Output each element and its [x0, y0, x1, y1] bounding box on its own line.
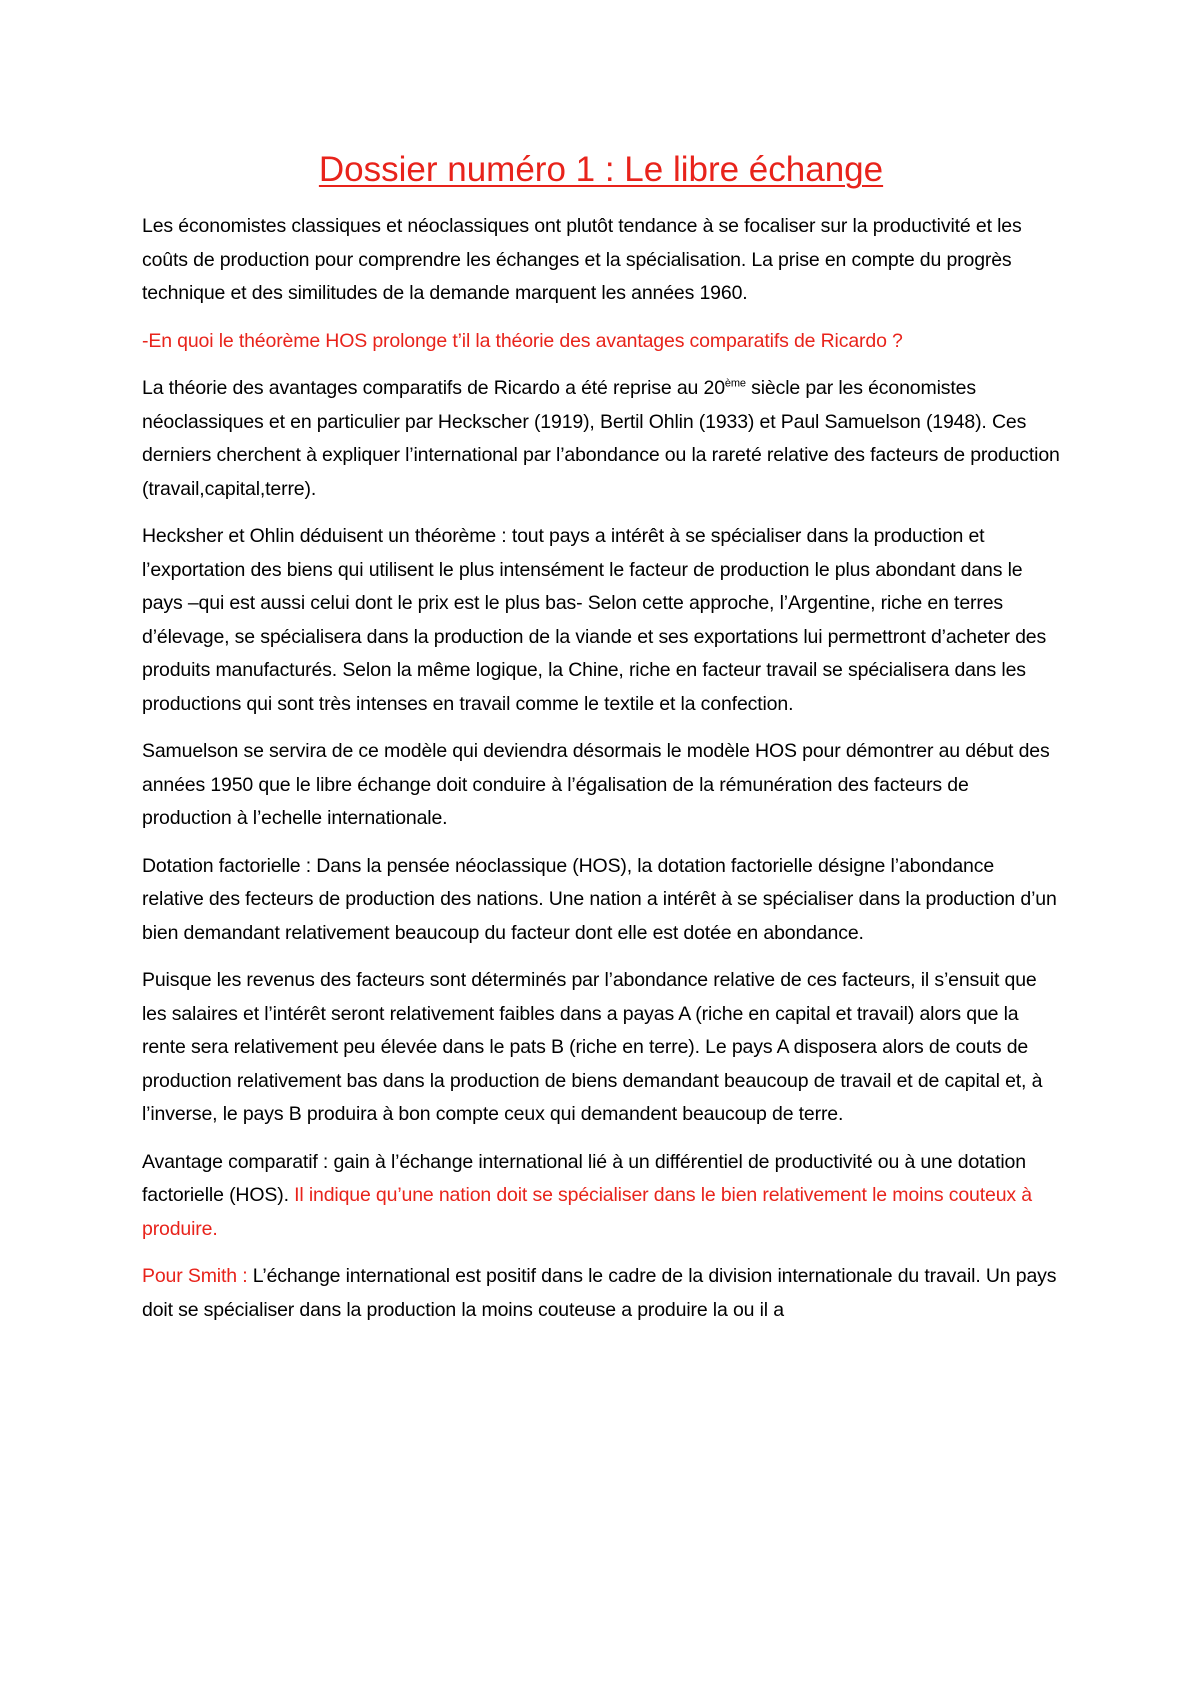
smith-text: L’échange international est positif dans le cadre de la division internationale du travail. Un pays doit se spécialiser dans la production la moins couteuse a produire la ou il a — [142, 1265, 1057, 1321]
avantage-paragraph — [142, 1146, 1060, 1247]
theorem-paragraph: Heckshe​r et Ohlin déduisent un théorème : tout pays a intérêt à se spécialiser dans la production et l’exportation des biens qui utilisent le plus intensément le facteur de production le plus abondant dans le pays –qui est aussi celui dont le prix est le plus bas- Selon cette approche, l’Argentine, riche en terres d’élevage, se spécialisera dans la production de la viande et ses exportations lui permettront d’acheter des produits manufacturés. Selon la même logique, la Chine, riche en facteur travail se spécialisera dans les productions qui sont très intenses en travail comme le textile et la confection. — [142, 525, 1047, 715]
smith-label: Pour Smith : — [142, 1265, 253, 1287]
ricardo-paragraph — [142, 372, 1060, 506]
revenus-paragraph: Puisque les revenus des facteurs sont déterminés par l’abondance relative de ces facteurs, il s’ensuit que les salaires et l’intérêt seront relativement faibles dans a payas A (riche en capital et travail) alors que la rente sera relativement peu élevée dans le pats B (riche en terre). Le pays A disposera alors de couts de production relativement bas dans la production de biens demandant beaucoup de travail et de capital et, à l’inverse, le pays B produira à bon compte ceux qui demandent beaucoup de terre. — [142, 969, 1043, 1125]
question-heading: -En quoi le théorème HOS prolonge t’il la théorie des avantages comparatifs de Ricardo ? — [142, 329, 903, 352]
samuelson-paragraph: Samuelson se servira de ce modèle qui deviendra désormais le modèle HOS pour démontrer au début des années 1950 que le libre échange doit conduire à l’égalisation de la rémunération des facteurs de production à l’echelle internationale. — [142, 740, 1050, 829]
avantage-definition: Avantage comparatif : gain à l’échange international lié à un différentiel de productivité ou à une dotation factorielle (HOS). — [142, 1150, 1026, 1206]
smith-paragraph — [142, 1260, 1060, 1327]
intro-paragraph: Les économistes classiques et néoclassiques ont plutôt tendance à se focaliser sur la productivité et les coûts de production pour comprendre les échanges et la spécialisation. La prise en compte du progrès technique et des similitudes de la demande marquent les années 1960. — [142, 215, 1022, 304]
ricardo-text-end: siècle par les économistes néoclassiques et en particulier par Heckscher (1919), Bertil Ohlin (1933) et Paul Samuelson (1948). Ces derniers cherchent à expliquer l’international par l’abondance ou la rareté relative des facteurs de production (travail,capital,terre). — [142, 377, 1060, 500]
ricardo-text-start: La théorie des avantages comparatifs de Ricardo a été reprise au 20 — [142, 377, 725, 399]
dotation-paragraph: Dotation factorielle : Dans la pensée néoclassique (HOS), la dotation factorielle désigne l’abondance relative des fecteurs de production des nations. Une nation a intérêt à se spécialiser dans la production d’un bien demandant relativement beaucoup du facteur dont elle est dotée en abondance. — [142, 854, 1057, 944]
page-title: Dossier numéro 1 : Le libre échange — [318, 150, 884, 189]
avantage-highlight: Il indique qu’une nation doit se spécialiser dans le bien relativement le moins couteux à produire. — [142, 1184, 1032, 1240]
superscript-eme: ème — [724, 377, 746, 390]
